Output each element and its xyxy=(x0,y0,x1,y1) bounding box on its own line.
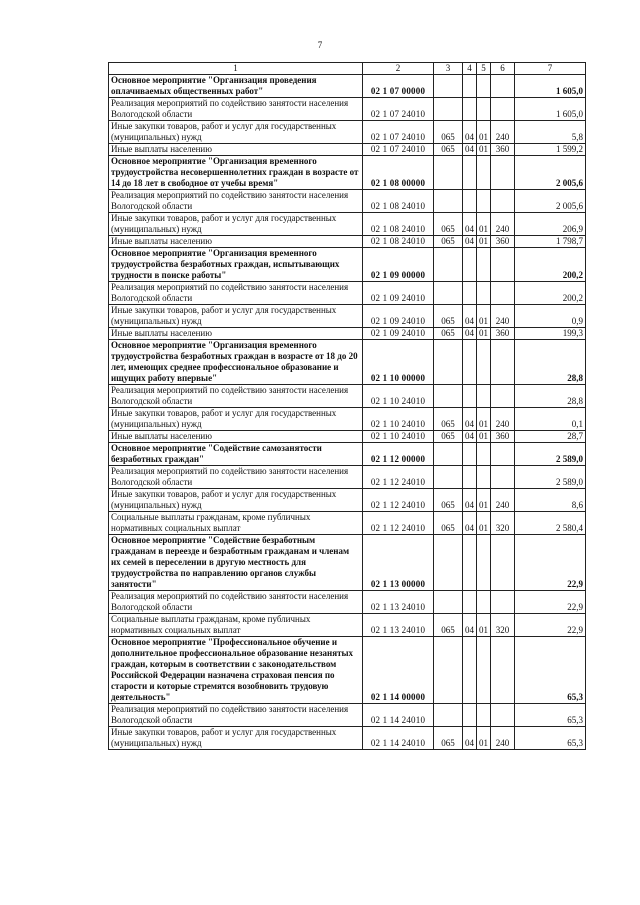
row-subsection-cell: 01 xyxy=(477,489,491,512)
row-expense-type-cell: 360 xyxy=(491,328,515,340)
row-name-cell: Основное мероприятие "Содействие безработным гражданам в переезде и безработным гражданам и членам их семей в переселении в другую местность для трудоустройства по направлению органов службы занятости" xyxy=(109,535,363,591)
row-ministry-cell: 065 xyxy=(434,144,463,156)
row-ministry-cell: 065 xyxy=(434,489,463,512)
row-code-cell: 02 1 08 24010 xyxy=(363,190,434,213)
row-code-cell: 02 1 07 24010 xyxy=(363,144,434,156)
row-amount-cell: 1 605,0 xyxy=(515,75,586,98)
row-name-cell: Реализация мероприятий по содействию занятости населения Вологодской области xyxy=(109,704,363,727)
row-subsection-cell xyxy=(477,248,491,282)
row-amount-cell: 8,6 xyxy=(515,489,586,512)
row-section-cell: 04 xyxy=(463,512,477,535)
row-amount-cell: 28,8 xyxy=(515,385,586,408)
row-section-cell xyxy=(463,443,477,466)
row-subsection-cell: 01 xyxy=(477,408,491,431)
row-name-cell: Реализация мероприятий по содействию занятости населения Вологодской области xyxy=(109,385,363,408)
row-subsection-cell: 01 xyxy=(477,121,491,144)
row-section-cell xyxy=(463,98,477,121)
row-amount-cell: 200,2 xyxy=(515,282,586,305)
row-subsection-cell: 01 xyxy=(477,213,491,236)
row-ministry-cell xyxy=(434,443,463,466)
table-row xyxy=(109,282,586,305)
row-name-cell: Основное мероприятие "Организация проведения оплачиваемых общественных работ" xyxy=(109,75,363,98)
row-code-cell: 02 1 10 24010 xyxy=(363,431,434,443)
budget-table xyxy=(108,62,586,750)
header-cell: 3 xyxy=(434,63,463,75)
row-expense-type-cell xyxy=(491,248,515,282)
table-row xyxy=(109,144,586,156)
row-subsection-cell xyxy=(477,98,491,121)
header-cell: 6 xyxy=(491,63,515,75)
row-subsection-cell xyxy=(477,466,491,489)
row-expense-type-cell xyxy=(491,340,515,385)
row-name-cell: Основное мероприятие "Организация временного трудоустройства безработных граждан в возрасте от 18 до 20 лет, имеющих среднее профессиональное образование и ищущих работу впервые" xyxy=(109,340,363,385)
row-subsection-cell xyxy=(477,704,491,727)
row-ministry-cell xyxy=(434,282,463,305)
row-amount-cell: 5,8 xyxy=(515,121,586,144)
row-code-cell: 02 1 12 00000 xyxy=(363,443,434,466)
row-name-cell: Иные закупки товаров, работ и услуг для государственных (муниципальных) нужд xyxy=(109,305,363,328)
row-ministry-cell: 065 xyxy=(434,121,463,144)
row-expense-type-cell: 320 xyxy=(491,614,515,637)
row-code-cell: 02 1 14 24010 xyxy=(363,704,434,727)
table-row xyxy=(109,431,586,443)
row-section-cell: 04 xyxy=(463,431,477,443)
row-amount-cell: 200,2 xyxy=(515,248,586,282)
table-row xyxy=(109,121,586,144)
row-ministry-cell xyxy=(434,75,463,98)
table-row-main-activity xyxy=(109,637,586,704)
row-amount-cell: 65,3 xyxy=(515,704,586,727)
row-expense-type-cell xyxy=(491,282,515,305)
row-subsection-cell xyxy=(477,385,491,408)
row-code-cell: 02 1 10 24010 xyxy=(363,408,434,431)
row-expense-type-cell: 360 xyxy=(491,236,515,248)
row-amount-cell: 65,3 xyxy=(515,727,586,750)
row-section-cell: 04 xyxy=(463,305,477,328)
row-ministry-cell xyxy=(434,248,463,282)
row-amount-cell: 28,7 xyxy=(515,431,586,443)
row-subsection-cell xyxy=(477,156,491,190)
row-subsection-cell: 01 xyxy=(477,328,491,340)
row-ministry-cell xyxy=(434,466,463,489)
row-subsection-cell xyxy=(477,535,491,591)
row-expense-type-cell xyxy=(491,443,515,466)
row-code-cell: 02 1 12 24010 xyxy=(363,512,434,535)
table-row xyxy=(109,614,586,637)
row-code-cell: 02 1 12 24010 xyxy=(363,466,434,489)
row-section-cell: 04 xyxy=(463,328,477,340)
row-amount-cell: 2 589,0 xyxy=(515,443,586,466)
table-row xyxy=(109,512,586,535)
row-ministry-cell: 065 xyxy=(434,328,463,340)
row-name-cell: Иные закупки товаров, работ и услуг для государственных (муниципальных) нужд xyxy=(109,408,363,431)
row-amount-cell: 22,9 xyxy=(515,614,586,637)
row-subsection-cell xyxy=(477,637,491,704)
row-amount-cell: 0,1 xyxy=(515,408,586,431)
row-expense-type-cell: 360 xyxy=(491,144,515,156)
row-expense-type-cell: 240 xyxy=(491,408,515,431)
row-expense-type-cell: 240 xyxy=(491,727,515,750)
row-section-cell xyxy=(463,340,477,385)
row-amount-cell: 2 005,6 xyxy=(515,156,586,190)
row-expense-type-cell xyxy=(491,75,515,98)
row-ministry-cell: 065 xyxy=(434,305,463,328)
table-row xyxy=(109,190,586,213)
row-subsection-cell: 01 xyxy=(477,431,491,443)
row-expense-type-cell xyxy=(491,591,515,614)
row-name-cell: Основное мероприятие "Организация временного трудоустройства несовершеннолетних граждан в возрасте от 14 до 18 лет в свободное от учебы время" xyxy=(109,156,363,190)
row-code-cell: 02 1 12 24010 xyxy=(363,489,434,512)
row-section-cell xyxy=(463,190,477,213)
row-section-cell xyxy=(463,466,477,489)
row-section-cell xyxy=(463,591,477,614)
row-section-cell xyxy=(463,385,477,408)
table-row-main-activity xyxy=(109,75,586,98)
row-amount-cell: 1 605,0 xyxy=(515,98,586,121)
row-ministry-cell: 065 xyxy=(434,408,463,431)
row-section-cell xyxy=(463,248,477,282)
row-expense-type-cell xyxy=(491,190,515,213)
row-subsection-cell: 01 xyxy=(477,305,491,328)
row-name-cell: Реализация мероприятий по содействию занятости населения Вологодской области xyxy=(109,282,363,305)
row-amount-cell: 22,9 xyxy=(515,535,586,591)
table-row-main-activity xyxy=(109,443,586,466)
row-expense-type-cell xyxy=(491,385,515,408)
row-expense-type-cell xyxy=(491,535,515,591)
row-expense-type-cell xyxy=(491,637,515,704)
table-row xyxy=(109,213,586,236)
row-code-cell: 02 1 09 24010 xyxy=(363,328,434,340)
row-expense-type-cell: 320 xyxy=(491,512,515,535)
row-code-cell: 02 1 08 24010 xyxy=(363,236,434,248)
row-name-cell: Основное мероприятие "Профессиональное обучение и дополнительное профессиональное образование незанятых граждан, которым в соответствии с законодательством Российской Федерации назначена страховая пенсия по старости и которые стремятся возобновить трудовую деятельность" xyxy=(109,637,363,704)
row-code-cell: 02 1 13 24010 xyxy=(363,591,434,614)
row-subsection-cell: 01 xyxy=(477,512,491,535)
row-expense-type-cell xyxy=(491,466,515,489)
table-row xyxy=(109,98,586,121)
row-section-cell: 04 xyxy=(463,144,477,156)
table-row xyxy=(109,466,586,489)
row-expense-type-cell xyxy=(491,704,515,727)
row-name-cell: Иные закупки товаров, работ и услуг для государственных (муниципальных) нужд xyxy=(109,121,363,144)
row-code-cell: 02 1 07 24010 xyxy=(363,98,434,121)
row-subsection-cell: 01 xyxy=(477,144,491,156)
row-section-cell: 04 xyxy=(463,213,477,236)
row-amount-cell: 0,9 xyxy=(515,305,586,328)
row-code-cell: 02 1 08 00000 xyxy=(363,156,434,190)
table-row-main-activity xyxy=(109,535,586,591)
row-ministry-cell xyxy=(434,385,463,408)
row-amount-cell: 22,9 xyxy=(515,591,586,614)
row-subsection-cell: 01 xyxy=(477,236,491,248)
row-subsection-cell xyxy=(477,340,491,385)
row-amount-cell: 65,3 xyxy=(515,637,586,704)
row-code-cell: 02 1 10 00000 xyxy=(363,340,434,385)
row-amount-cell: 2 005,6 xyxy=(515,190,586,213)
header-cell: 2 xyxy=(363,63,434,75)
table-row xyxy=(109,408,586,431)
row-ministry-cell xyxy=(434,591,463,614)
row-section-cell xyxy=(463,156,477,190)
table-row xyxy=(109,328,586,340)
row-subsection-cell xyxy=(477,75,491,98)
row-expense-type-cell xyxy=(491,156,515,190)
row-code-cell: 02 1 08 24010 xyxy=(363,213,434,236)
row-section-cell: 04 xyxy=(463,727,477,750)
table-row-main-activity xyxy=(109,248,586,282)
row-ministry-cell: 065 xyxy=(434,614,463,637)
row-ministry-cell: 065 xyxy=(434,512,463,535)
row-ministry-cell xyxy=(434,190,463,213)
row-code-cell: 02 1 09 24010 xyxy=(363,282,434,305)
row-subsection-cell: 01 xyxy=(477,727,491,750)
row-section-cell: 04 xyxy=(463,121,477,144)
row-code-cell: 02 1 13 24010 xyxy=(363,614,434,637)
row-name-cell: Иные выплаты населению xyxy=(109,431,363,443)
row-subsection-cell xyxy=(477,282,491,305)
table-row xyxy=(109,704,586,727)
row-name-cell: Основное мероприятие "Содействие самозанятости безработных граждан" xyxy=(109,443,363,466)
row-section-cell: 04 xyxy=(463,614,477,637)
row-amount-cell: 1 599,2 xyxy=(515,144,586,156)
row-section-cell xyxy=(463,75,477,98)
row-section-cell: 04 xyxy=(463,489,477,512)
row-expense-type-cell: 240 xyxy=(491,305,515,328)
row-ministry-cell xyxy=(434,704,463,727)
row-ministry-cell: 065 xyxy=(434,727,463,750)
row-code-cell: 02 1 14 00000 xyxy=(363,637,434,704)
row-subsection-cell: 01 xyxy=(477,614,491,637)
row-name-cell: Иные закупки товаров, работ и услуг для государственных (муниципальных) нужд xyxy=(109,489,363,512)
header-cell: 5 xyxy=(477,63,491,75)
row-section-cell xyxy=(463,282,477,305)
header-cell: 7 xyxy=(515,63,586,75)
table-header-row xyxy=(109,63,586,75)
row-section-cell xyxy=(463,704,477,727)
row-name-cell: Основное мероприятие "Организация временного трудоустройства безработных граждан, испытывающих трудности в поиске работы" xyxy=(109,248,363,282)
row-name-cell: Иные выплаты населению xyxy=(109,236,363,248)
row-section-cell xyxy=(463,535,477,591)
row-code-cell: 02 1 07 24010 xyxy=(363,121,434,144)
row-name-cell: Социальные выплаты гражданам, кроме публичных нормативных социальных выплат xyxy=(109,512,363,535)
row-name-cell: Социальные выплаты гражданам, кроме публичных нормативных социальных выплат xyxy=(109,614,363,637)
table-row xyxy=(109,727,586,750)
row-expense-type-cell: 240 xyxy=(491,489,515,512)
row-code-cell: 02 1 09 00000 xyxy=(363,248,434,282)
row-ministry-cell xyxy=(434,535,463,591)
table-row-main-activity xyxy=(109,340,586,385)
row-code-cell: 02 1 07 00000 xyxy=(363,75,434,98)
row-name-cell: Реализация мероприятий по содействию занятости населения Вологодской области xyxy=(109,466,363,489)
row-subsection-cell xyxy=(477,190,491,213)
row-ministry-cell xyxy=(434,340,463,385)
row-ministry-cell: 065 xyxy=(434,431,463,443)
row-amount-cell: 2 580,4 xyxy=(515,512,586,535)
row-name-cell: Иные выплаты населению xyxy=(109,144,363,156)
table-row xyxy=(109,236,586,248)
row-amount-cell: 1 798,7 xyxy=(515,236,586,248)
table-row-main-activity xyxy=(109,156,586,190)
table-row xyxy=(109,385,586,408)
row-ministry-cell: 065 xyxy=(434,213,463,236)
row-amount-cell: 199,3 xyxy=(515,328,586,340)
row-expense-type-cell xyxy=(491,98,515,121)
row-code-cell: 02 1 09 24010 xyxy=(363,305,434,328)
row-ministry-cell: 065 xyxy=(434,236,463,248)
row-subsection-cell xyxy=(477,443,491,466)
table-row xyxy=(109,489,586,512)
header-cell: 1 xyxy=(109,63,363,75)
table-row xyxy=(109,305,586,328)
page-number: 7 xyxy=(317,40,323,50)
row-subsection-cell xyxy=(477,591,491,614)
row-name-cell: Реализация мероприятий по содействию занятости населения Вологодской области xyxy=(109,190,363,213)
row-name-cell: Иные закупки товаров, работ и услуг для государственных (муниципальных) нужд xyxy=(109,727,363,750)
row-name-cell: Иные выплаты населению xyxy=(109,328,363,340)
row-name-cell: Иные закупки товаров, работ и услуг для государственных (муниципальных) нужд xyxy=(109,213,363,236)
table-row xyxy=(109,591,586,614)
header-cell: 4 xyxy=(463,63,477,75)
row-name-cell: Реализация мероприятий по содействию занятости населения Вологодской области xyxy=(109,98,363,121)
row-amount-cell: 206,9 xyxy=(515,213,586,236)
row-code-cell: 02 1 13 00000 xyxy=(363,535,434,591)
row-name-cell: Реализация мероприятий по содействию занятости населения Вологодской области xyxy=(109,591,363,614)
row-ministry-cell xyxy=(434,156,463,190)
row-amount-cell: 2 589,0 xyxy=(515,466,586,489)
row-expense-type-cell: 240 xyxy=(491,121,515,144)
row-code-cell: 02 1 10 24010 xyxy=(363,385,434,408)
row-ministry-cell xyxy=(434,98,463,121)
row-expense-type-cell: 360 xyxy=(491,431,515,443)
row-expense-type-cell: 240 xyxy=(491,213,515,236)
row-ministry-cell xyxy=(434,637,463,704)
row-amount-cell: 28,8 xyxy=(515,340,586,385)
row-code-cell: 02 1 14 24010 xyxy=(363,727,434,750)
row-section-cell: 04 xyxy=(463,408,477,431)
row-section-cell: 04 xyxy=(463,236,477,248)
row-section-cell xyxy=(463,637,477,704)
